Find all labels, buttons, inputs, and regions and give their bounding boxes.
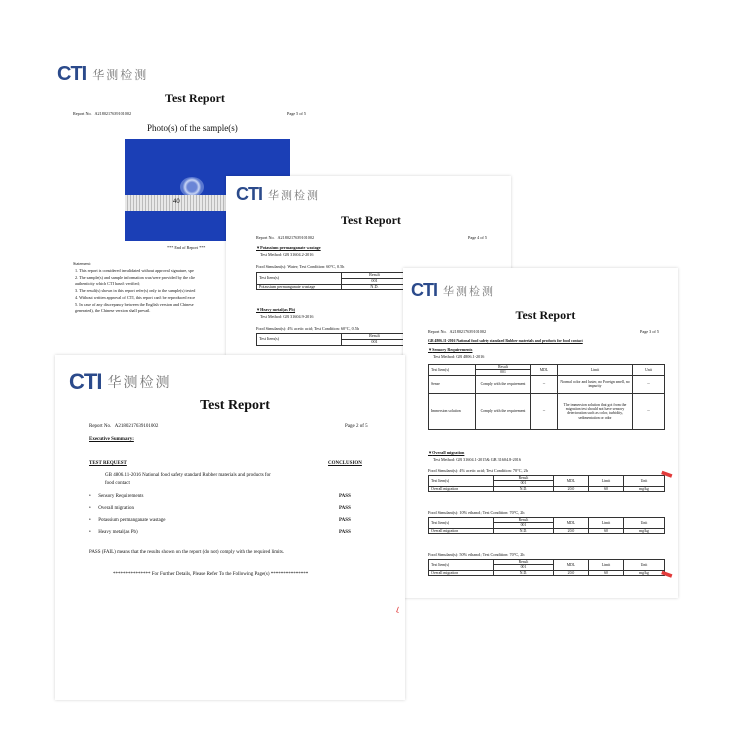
cti-logo-chinese: 华测检测 — [443, 284, 495, 298]
sample-no: 001 — [494, 523, 554, 528]
report-title: Test Report — [515, 308, 576, 322]
photo-heading: Photo(s) of the sample(s) — [147, 123, 238, 133]
end-of-report: *** End of Report *** — [167, 245, 206, 250]
result-sensory: PASS — [339, 494, 351, 499]
row-item: Overall migration — [429, 528, 494, 533]
row-limit: Normal color and luster, no Foreign smell, no impurity — [558, 375, 633, 393]
report-no-label: Report No. — [256, 235, 275, 240]
page-number: Page 4 of 5 — [468, 235, 487, 240]
page-number: Page 3 of 5 — [640, 329, 659, 334]
heavy-metal-table — [256, 333, 408, 346]
col-limit: Limit — [589, 476, 624, 487]
section-potassium: ▼Potassium permanganate wastage — [256, 245, 321, 250]
simulant-1: Food Simulant(s): 4% acetic acid; Test Condition: 70°C, 2h — [428, 468, 528, 473]
potassium-table — [256, 272, 408, 290]
cti-logo-text: CTI — [69, 369, 102, 394]
cti-logo-chinese: 华测检测 — [92, 68, 149, 82]
row-unit: mg/kg — [624, 528, 665, 533]
cti-logo — [57, 63, 148, 86]
col-result: Result — [342, 273, 408, 279]
section-migration: ▼Overall migration — [428, 450, 465, 455]
statement-1: 1. This report is considered invalidated without approval signature, spe — [75, 268, 194, 273]
report-no-label: Report No. — [73, 111, 92, 116]
cti-logo — [411, 280, 495, 301]
row-mdl: 20.0 — [554, 570, 589, 575]
row-limit: 60 — [589, 486, 624, 491]
row-item: Overall migration — [429, 486, 494, 491]
col-result: Result — [494, 560, 554, 565]
summary-item-potassium: • Potassium permanganate wastage — [89, 518, 166, 523]
cti-logo-chinese: 华测检测 — [268, 188, 320, 202]
simulant-heavy-metal: Food Simulant(s): 4% acetic acid; Test Condition: 60°C, 0.5h — [256, 326, 359, 331]
col-mdl: MDL — [531, 365, 558, 376]
row-unit: -- — [633, 393, 665, 429]
statement-5b: generated), the Chinese version shall prevail. — [75, 308, 151, 313]
row-item: Immersion solution — [429, 393, 476, 429]
col-test-item: Test Item(s) — [429, 365, 476, 376]
row-value: N.D. — [494, 570, 554, 575]
col-result: Result — [494, 476, 554, 481]
cti-logo-chinese: 华测检测 — [107, 375, 172, 391]
col-test-item: Test Item(s) — [429, 518, 494, 529]
col-unit: Unit — [624, 476, 665, 487]
col-limit: Limit — [558, 365, 633, 376]
row-unit: mg/kg — [624, 486, 665, 491]
row-limit: 60 — [589, 570, 624, 575]
report-no-value: A2180217639101002 — [94, 111, 132, 116]
row-mdl: -- — [531, 393, 558, 429]
statement-4: 4. Without written approval of CTI, this report can't be reproduced exce — [75, 295, 196, 300]
col-result: Result — [494, 518, 554, 523]
row-unit: mg/kg — [624, 570, 665, 575]
simulant-potassium: Food Simulant(s): Water; Test Condition: 60°C, 0.5h — [256, 264, 345, 269]
report-no-label: Report No. — [428, 329, 447, 334]
statement-2: 2. The sample(s) and sample information was/were provided by the clie — [75, 275, 196, 280]
method-sensory: Test Method: GB 4806.1-2016 — [433, 354, 485, 359]
col-result: Result — [476, 365, 531, 370]
row-limit: The immersion solution that got from the migration test should not have sensory deterioration such as color, turbidity, sedimentation or odor — [558, 393, 633, 429]
executive-summary-title: Executive Summary: — [89, 437, 134, 442]
sample-no: 001 — [476, 370, 531, 375]
col-unit: Unit — [633, 365, 665, 376]
method-heavy-metal: Test Method: GB 31604.9-2016 — [260, 314, 314, 319]
method-migration: Test Method: GB 31604.1-2015& GB 31604.8-2016 — [433, 457, 521, 462]
col-result: Result — [342, 334, 408, 340]
row-item: Overall migration — [429, 570, 494, 575]
statement-2b: authenticity which CTI hasn't verified; — [75, 281, 140, 286]
migration-table-2 — [428, 517, 665, 534]
section-heavy-metal: ▼Heavy metal(as Pb) — [256, 307, 296, 312]
standard-line-2: food contact — [105, 481, 130, 486]
col-test-request: TEST REQUEST — [89, 461, 127, 466]
col-mdl: MDL — [554, 518, 589, 529]
row-unit: -- — [633, 375, 665, 393]
col-test-item: Test Item(s) — [257, 334, 342, 346]
col-unit: Unit — [624, 560, 665, 571]
sample-no: 001 — [494, 565, 554, 570]
page-number: Page 5 of 5 — [287, 111, 306, 116]
row-label: Potassium permanganate wastage — [257, 284, 342, 290]
row-value: N.D. — [342, 284, 408, 290]
section-sensory: ▼Sensory Requirements — [428, 347, 473, 352]
simulant-2: Food Simulant(s): 10% ethanol; Test Condition: 70°C, 2h — [428, 510, 525, 515]
cti-logo — [69, 369, 171, 395]
row-mdl: -- — [531, 375, 558, 393]
sample-no: 001 — [494, 481, 554, 486]
result-potassium: PASS — [339, 518, 351, 523]
col-test-item: Test Item(s) — [257, 273, 342, 285]
sample-no: 001 — [342, 339, 408, 345]
statement-5: 5. In case of any discrepancy between the English version and Chinese — [75, 302, 194, 307]
col-test-item: Test Item(s) — [429, 476, 494, 487]
pass-note: PASS (FAIL) means that the results shown on the report (do not) comply with the required limits. — [89, 550, 285, 555]
standard-line-1: GB 4806.11-2016 National food safety standard Rubber materials and products for — [105, 473, 271, 478]
statement-3: 3. The result(s) shown in this report refer(s) only to the sample(s) tested — [75, 288, 196, 293]
method-potassium: Test Method: GB 31604.2-2016 — [260, 252, 314, 257]
row-limit: 60 — [589, 528, 624, 533]
cti-logo-text: CTI — [57, 63, 87, 85]
col-test-item: Test Item(s) — [429, 560, 494, 571]
migration-table-3 — [428, 559, 665, 576]
cti-logo-text: CTI — [236, 184, 262, 204]
col-limit: Limit — [589, 560, 624, 571]
report-title: Test Report — [200, 398, 270, 413]
result-migration: PASS — [339, 506, 351, 511]
sensory-table — [428, 364, 665, 430]
row-value: N.D. — [494, 486, 554, 491]
row-result: Comply with the requirement — [476, 393, 531, 429]
report-no-value: A2180217639101002 — [449, 329, 487, 334]
col-mdl: MDL — [554, 560, 589, 571]
standard-title: GB 4806.11-2016 National food safety standard Rubber materials and products for food contact — [428, 339, 583, 343]
summary-item-migration: • Overall migration — [89, 506, 134, 511]
simulant-3: Food Simulant(s): 50% ethanol; Test Condition: 70°C, 2h — [428, 552, 525, 557]
ruler-number: 40 — [173, 199, 180, 205]
row-item: Sense — [429, 375, 476, 393]
report-no-label: Report No. — [89, 424, 112, 429]
row-mdl: 20.0 — [554, 486, 589, 491]
sample-no: 001 — [342, 278, 408, 284]
row-value: N.D. — [494, 528, 554, 533]
red-stamp-edge: ▌ — [662, 468, 675, 478]
col-limit: Limit — [589, 518, 624, 529]
summary-item-heavy-metal: • Heavy metal(as Pb) — [89, 530, 138, 535]
report-no-value: A2180217639101002 — [277, 235, 315, 240]
page-number: Page 2 of 5 — [345, 424, 368, 429]
summary-item-sensory: • Sensory Requirements — [89, 494, 144, 499]
red-stamp-edge: ⌐ — [392, 604, 405, 616]
result-heavy-metal: PASS — [339, 530, 351, 535]
col-conclusion: CONCLUSION — [328, 461, 362, 466]
row-mdl: 20.0 — [554, 528, 589, 533]
report-page-3 — [403, 268, 678, 598]
further-details: *************** For Further Details, Please Refer To the Following Page(s) *************** — [113, 572, 309, 577]
red-stamp-edge: ▌ — [662, 568, 675, 578]
cti-logo-text: CTI — [411, 280, 437, 300]
sample-ring-image — [180, 177, 204, 197]
statement-title: Statement: — [73, 261, 91, 266]
migration-table-1 — [428, 475, 665, 492]
row-result: Comply with the requirement — [476, 375, 531, 393]
report-page-2 — [55, 355, 405, 700]
col-mdl: MDL — [554, 476, 589, 487]
col-unit: Unit — [624, 518, 665, 529]
cti-logo — [236, 184, 320, 205]
report-title: Test Report — [341, 213, 401, 227]
report-no-value: A2180217639101002 — [114, 424, 159, 429]
report-title: Test Report — [165, 91, 225, 105]
